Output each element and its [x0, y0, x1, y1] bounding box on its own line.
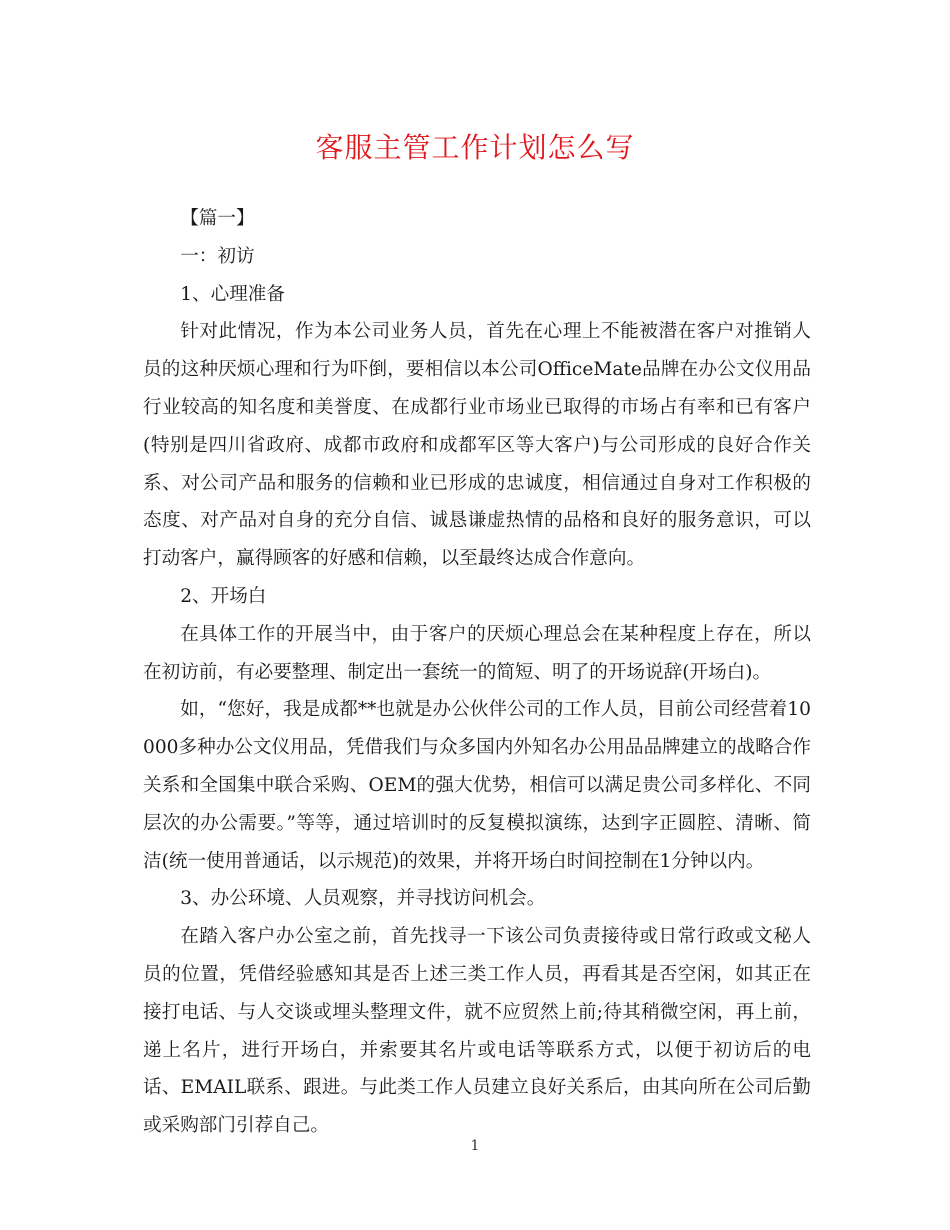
document-body: [143, 200, 811, 1145]
body-paragraph: 在踏入客户办公室之前，首先找寻一下该公司负责接待或日常行政或文秘人员的位置，凭借经验感知其是否上述三类工作人员，再看其是否空闲，如其正在接打电话、与人交谈或埋头整理文件，就不应贸然上前;待其稍微空闲，再上前，递上名片，进行开场白，并索要其名片或电话等联系方式，以便于初访后的电话、EMAIL联系、跟进。与此类工作人员建立良好关系后，由其向所在公司后勤或采购部门引荐自己。: [143, 926, 811, 1137]
item-heading: 2、开场白: [180, 585, 267, 607]
body-paragraph: 针对此情况，作为本公司业务人员，首先在心理上不能被潜在客户对推销人员的这种厌烦心理和行为吓倒，要相信以本公司OfficeMate品牌在办公文仪用品行业较高的知名度和美誉度、在成都行业市场业已取得的市场占有率和已有客户(特别是四川省政府、成都市政府和成都军区等大客户)与公司形成的良好合作关系、对公司产品和服务的信赖和业已形成的忠诚度，相信通过自身对工作积极的态度、对产品对自身的充分自信、诚恳谦虚热情的品格和良好的服务意识，可以打动客户，赢得顾客的好感和信赖，以至最终达成合作意向。: [143, 321, 811, 570]
item-heading: 1、心理准备: [180, 283, 285, 305]
subsection-heading: 一：初访: [180, 245, 255, 267]
body-paragraph: 在具体工作的开展当中，由于客户的厌烦心理总会在某种程度上存在，所以在初访前，有必要整理、制定出一套统一的简短、明了的开场说辞(开场白)。: [143, 623, 811, 683]
page-number: 1: [470, 1138, 480, 1154]
document-title: 客服主管工作计划怎么写: [315, 131, 635, 164]
item-heading: 3、办公环境、人员观察，并寻找访问机会。: [180, 888, 546, 910]
section-heading: 【篇一】: [180, 208, 255, 229]
body-paragraph: 如，“您好，我是成都**也就是办公伙伴公司的工作人员，目前公司经营着10000多种办公文仪用品，凭借我们与众多国内外知名办公用品品牌建立的战略合作关系和全国集中联合采购、OEM的强大优势，相信可以满足贵公司多样化、不同层次的办公需要。”等等，通过培训时的反复模拟演练，达到字正圆腔、清晰、简洁(统一使用普通话，以示规范)的效果，并将开场白时间控制在1分钟以内。: [143, 699, 811, 872]
